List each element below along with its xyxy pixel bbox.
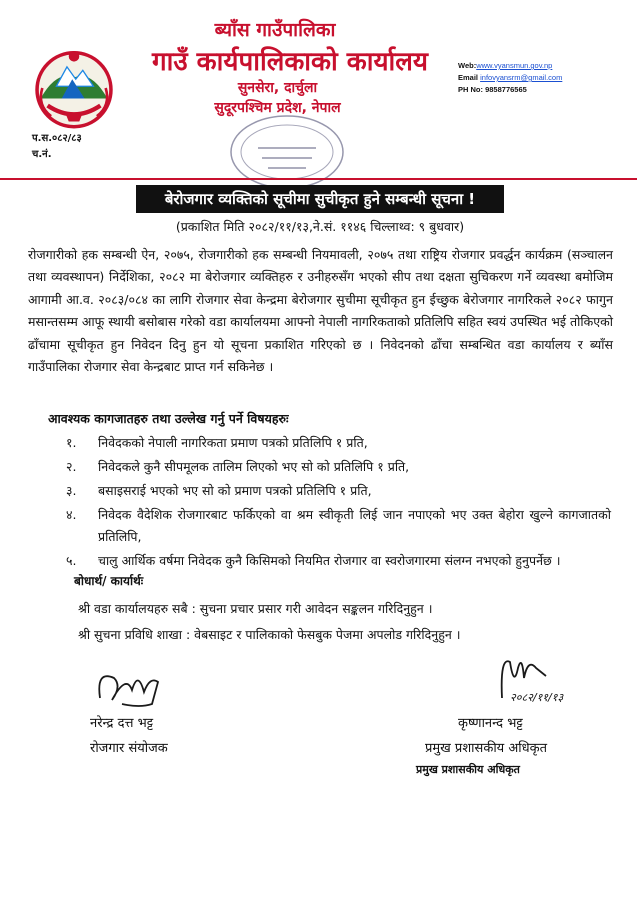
- requirement-item: [66, 456, 611, 478]
- notice-title: बेरोजगार व्यक्तिको सूचीमा सुचीकृत हुने सम्बन्धी सूचना !: [136, 185, 504, 213]
- requirements-heading: आवश्यक कागजातहरु तथा उल्लेख गर्नु पर्ने विषयहरुः: [48, 411, 289, 426]
- left-signature: [92, 660, 172, 710]
- office-location: सुनसेरा, दार्चुला: [237, 80, 318, 96]
- requirement-number: २.: [66, 459, 77, 474]
- web-label: Web:: [458, 61, 477, 70]
- email-link[interactable]: infovyansrm@gmail.com: [480, 73, 563, 82]
- notice-body: रोजगारीको हक सम्बन्धी ऐन, २०७५, रोजगारीको हक सम्बन्धी नियमावली, २०७५ तथा राष्ट्रिय रोजगार प्रवर्द्धन कार्यक्रम (सञ्चालन तथा व्यवस्थापन) निर्देशिका, २०८२ मा बेरोजगार व्यक्तिहरु र उनीहरुसँग भएको सीप तथा दक्षता सुचिकरण गर्ने व्यवस्था बमोजिम आगामी आ.व. २०८३/०८४ का लागि रोजगार सेवा केन्द्रमा बेरोजगार सुचीमा सूचीकृत हुन ईच्छुक बेरोजगार नागरिकले २०८२ फागुन मसान्तसम्म आफू स्थायी बसोबास गरेको वडा कार्यालयमा आफ्नो नेपाली नागरिकताको प्रतिलिपि सहित स्वयं उपस्थित भई तोकिएको ढाँचामा सूचीकृत हुन निवेदन दिनु हुन यो सूचना प्रकाशित गरिएको छ । निवेदनको ढाँचा सम्बन्धित वडा कार्यालय र ब्याँस गाउँपालिका रोजगार सेवा केन्द्रबाट प्राप्त गर्न सकिनेछ ।: [28, 247, 613, 375]
- requirement-item: [66, 480, 611, 502]
- cc-line: श्री सुचना प्रविधि शाखा : वेबसाइट र पालिकाको फेसबुक पेजमा अपलोड गरिदिनुहुन ।: [78, 627, 461, 642]
- office-stamp: [228, 112, 346, 192]
- office-province: सुदूरपश्चिम प्रदेश, नेपाल: [214, 100, 341, 116]
- requirement-text: निवेदक वैदेशिक रोजगारबाट फर्किएको वा श्रम स्वीकृती लिई जान नपाएको भए उक्त बेहोरा खुल्ने कागजातको प्रतिलिपि,: [98, 507, 611, 544]
- dispatch-number: च.नं.: [32, 149, 52, 160]
- requirement-number: ४.: [66, 507, 77, 522]
- office-title: गाउँ कार्यपालिकाको कार्यालय: [152, 47, 428, 77]
- requirement-text: निवेदकले कुनै सीपमूलक तालिम लिएको भए सो को प्रतिलिपि १ प्रति,: [98, 459, 410, 474]
- contact-block: [458, 60, 633, 96]
- header-divider: [0, 178, 637, 180]
- org-name: ब्याँस गाउँपालिका: [214, 19, 336, 41]
- cc-line: श्री वडा कार्यालयहरु सबै : सुचना प्रचार प्रसार गरी आवेदन सङ्कलन गरिदिनुहुन ।: [78, 601, 433, 616]
- signature-date: २०८२/११/१३: [510, 691, 564, 704]
- left-signatory-name: नरेन्द्र दत्त भट्ट: [90, 716, 154, 731]
- right-signatory-name: कृष्णानन्द भट्ट: [458, 716, 523, 731]
- requirement-item: [66, 432, 611, 454]
- requirement-text: चालु आर्थिक वर्षमा निवेदक कुनै किसिमको नियमित रोजगार वा स्वरोजगारमा संलग्न नभएको हुनुपर्नेछ ।: [98, 553, 561, 568]
- letter-reference: [32, 131, 82, 163]
- right-signatory-stamp: प्रमुख प्रशासकीय अधिकृत: [416, 763, 520, 776]
- requirement-number: १.: [66, 435, 77, 450]
- cc-heading: बोधार्थ/ कार्यार्थः: [74, 574, 144, 588]
- letter-number: प.स.०८२/८३: [32, 133, 82, 144]
- requirement-item: [66, 550, 611, 572]
- requirement-item: [66, 504, 611, 548]
- email-label: Email: [458, 73, 479, 82]
- requirement-text: बसाइसराई भएको भए सो को प्रमाण पत्रको प्रतिलिपि १ प्रति,: [98, 483, 372, 498]
- phone-label: PH No:: [458, 85, 483, 94]
- publish-date: (प्रकाशित मिति २०८२/११/१३,ने.सं. ११४६ चिल्लाथ्व: ९ बुधवार): [175, 219, 465, 234]
- right-signatory-role: प्रमुख प्रशासकीय अधिकृत: [425, 741, 548, 756]
- requirement-text: निवेदकको नेपाली नागरिकता प्रमाण पत्रको प्रतिलिपि १ प्रति,: [98, 435, 368, 450]
- phone-number: 9858776565: [485, 85, 527, 94]
- requirement-number: ५.: [66, 553, 77, 568]
- website-link[interactable]: www.vyansmun.gov.np: [476, 61, 553, 70]
- nepal-emblem-icon: [30, 44, 118, 132]
- requirement-number: ३.: [66, 483, 77, 498]
- left-signatory-role: रोजगार संयोजक: [90, 741, 168, 756]
